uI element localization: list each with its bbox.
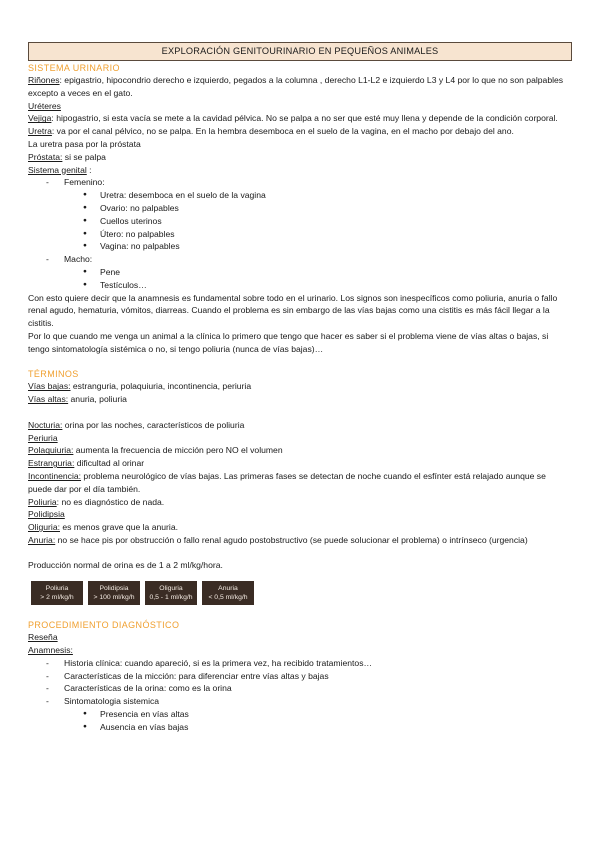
vejiga-text: : hipogastrio, si esta vacía se mete a la cavidad pélvica. No se palpa a no ser que esté muy llena y depende de la condición corporal. xyxy=(51,113,558,124)
vias-altas-text: anuria, poliuria xyxy=(68,394,127,405)
box-value: > 100 ml/kg/h xyxy=(93,594,135,602)
genital-paragraph xyxy=(28,164,572,177)
term-oliguria: Oliguria: xyxy=(28,522,60,533)
oliguria-text: es menos grave que la anuria. xyxy=(60,522,178,533)
term-polidipsia: Polidipsia xyxy=(28,509,65,520)
conclusion-paragraph-2: Por lo que cuando me venga un animal a la clínica lo primero que tengo que hacer es saber si el problema viene de vías altas o bajas, si tengo sintomatología sistémica o no, si tengo poliuria (nunca de vías bajas)… xyxy=(28,330,549,354)
document-title: EXPLORACIÓN GENITOURINARIO EN PEQUEÑOS ANIMALES xyxy=(28,42,572,61)
estranguria-text: dificultad al orinar xyxy=(74,458,145,469)
term-genital: Sistema genital xyxy=(28,164,87,175)
section-heading-procedimiento: PROCEDIMIENTO DIAGNÓSTICO xyxy=(28,620,180,631)
polaquiuria-line xyxy=(28,444,572,457)
term-nocturia: Nocturia: xyxy=(28,419,63,430)
macho-label: Macho: xyxy=(64,254,93,265)
sintomatologia-sublist xyxy=(28,708,572,734)
incontinencia-text: problema neurológico de vías bajas. Las primeras fases se detectan de noche cuando el esfínter está relajado aunque se puede dar por el día también. xyxy=(28,470,546,494)
box-label: Poliuria xyxy=(45,585,69,593)
list-item: - Características de la orina: como es la orina xyxy=(28,682,572,695)
nocturia-line xyxy=(28,419,572,432)
term-estranguria: Estranguria: xyxy=(28,458,75,469)
femenino-sublist xyxy=(28,189,572,253)
list-item: - Características de la micción: para diferenciar entre vías altas y bajas xyxy=(28,670,572,683)
genital-list-macho xyxy=(28,253,572,266)
term-incontinencia: Incontinencia: xyxy=(28,470,82,481)
list-item: - Sintomatologia sistemica xyxy=(28,695,572,708)
rinones-text: : epigastrio, hipocondrio derecho e izquierdo, pegados a la columna , derecho L1-L2 e izquierdo L3 y L4 por lo que no son palpables excepto a veces en el gato. xyxy=(28,75,564,98)
term-uretra: Uretra xyxy=(28,126,52,137)
conclusion-paragraph-1: Con esto quiere decir que la anamnesis es fundamental sobre todo en el urinario. Los signos son inespecíficos como poliuria, anuria o fallo renal agudo, hematuria, vómitos, diarreas. Cuando el problema es sin embargo de las vías bajas como una cistitis es más fácil llegar a la cistitis. xyxy=(28,292,558,329)
genital-list xyxy=(28,176,572,189)
anamnesis-list xyxy=(28,657,572,708)
nocturia-text: orina por las noches, característicos de poliuria xyxy=(62,419,245,430)
estranguria-line xyxy=(28,457,572,470)
reference-box-poliuria xyxy=(31,581,83,605)
term-vias-altas: Vías altas: xyxy=(28,394,69,405)
genital-tail: : xyxy=(86,164,92,175)
oliguria-line xyxy=(28,521,572,534)
reference-box-polidipsia xyxy=(88,581,140,605)
box-label: Anuria xyxy=(218,585,238,593)
box-label: Oliguria xyxy=(159,585,183,593)
reference-box-anuria xyxy=(202,581,254,605)
uretra-paragraph xyxy=(28,125,572,138)
box-label: Polidipsia xyxy=(99,585,129,593)
list-item-macho xyxy=(28,253,572,266)
term-polaquiuria: Polaquiuria: xyxy=(28,445,74,456)
reference-boxes xyxy=(28,581,572,605)
document-page xyxy=(28,42,572,734)
vias-bajas-line xyxy=(28,380,572,393)
list-item: - Historia clínica: cuando apareció, si es la primera vez, ha recibido tratamientos… xyxy=(28,657,572,670)
box-value: < 0,5 ml/kg/h xyxy=(208,594,248,602)
term-vejiga: Vejiga xyxy=(28,113,52,124)
box-value: > 2 ml/kg/h xyxy=(40,594,74,602)
femenino-label: Femenino: xyxy=(64,177,105,188)
list-item: ● Testículos… xyxy=(28,279,572,292)
polaquiuria-text: aumenta la frecuencia de micción pero NO el volumen xyxy=(73,445,283,456)
uretra-text: : va por el canal pélvico, no se palpa. En la hembra desemboca en el suelo de la vagina, en el macho por debajo del ano. xyxy=(51,126,514,137)
term-vias-bajas: Vías bajas: xyxy=(28,381,71,392)
term-prostata: Próstata: xyxy=(28,151,63,162)
term-periuria: Periuria xyxy=(28,432,58,443)
box-value: 0,5 - 1 ml/kg/h xyxy=(149,594,193,602)
section-heading-urinario: SISTEMA URINARIO xyxy=(28,63,120,73)
section-heading-terminos: TÉRMINOS xyxy=(28,369,79,380)
term-anuria: Anuria: xyxy=(28,534,56,545)
list-item: ● Pene xyxy=(28,266,572,279)
produccion-line: Producción normal de orina es de 1 a 2 ml/kg/hora. xyxy=(28,560,223,571)
list-item: ● Ausencia en vías bajas xyxy=(28,721,572,734)
anuria-text: no se hace pis por obstrucción o fallo renal agudo postobstructivo (se puede solucionar el problema) o intrínseco (urgencia) xyxy=(55,534,528,545)
list-item: ● Presencia en vías altas xyxy=(28,708,572,721)
uretra-prostata-line: La uretra pasa por la próstata xyxy=(28,138,141,149)
incontinencia-line xyxy=(28,470,572,496)
term-resena: Reseña xyxy=(28,632,58,643)
list-item: ● Útero: no palpables xyxy=(28,228,572,241)
prostata-paragraph xyxy=(28,151,572,164)
list-item: ● Vagina: no palpables xyxy=(28,240,572,253)
term-poliuria: Poliuria xyxy=(28,496,57,507)
poliuria-line xyxy=(28,496,572,509)
reference-box-oliguria xyxy=(145,581,197,605)
term-ureteres: Uréteres xyxy=(28,100,61,111)
list-item: ● Uretra: desemboca en el suelo de la vagina xyxy=(28,189,572,202)
term-anamnesis: Anamnesis: xyxy=(28,645,73,656)
vias-altas-line xyxy=(28,393,572,406)
term-rinones: Riñones xyxy=(28,75,60,85)
vias-bajas-text: estranguria, polaquiuria, incontinencia, periuria xyxy=(70,381,252,392)
list-item-femenino xyxy=(28,176,572,189)
list-item: ● Cuellos uterinos xyxy=(28,215,572,228)
list-item: ● Ovario: no palpables xyxy=(28,202,572,215)
poliuria-text: : no es diagnóstico de nada. xyxy=(56,496,165,507)
macho-sublist xyxy=(28,266,572,292)
anuria-line xyxy=(28,534,572,547)
rinones-paragraph xyxy=(28,74,572,100)
vejiga-paragraph xyxy=(28,112,572,125)
prostata-text: si se palpa xyxy=(62,151,106,162)
